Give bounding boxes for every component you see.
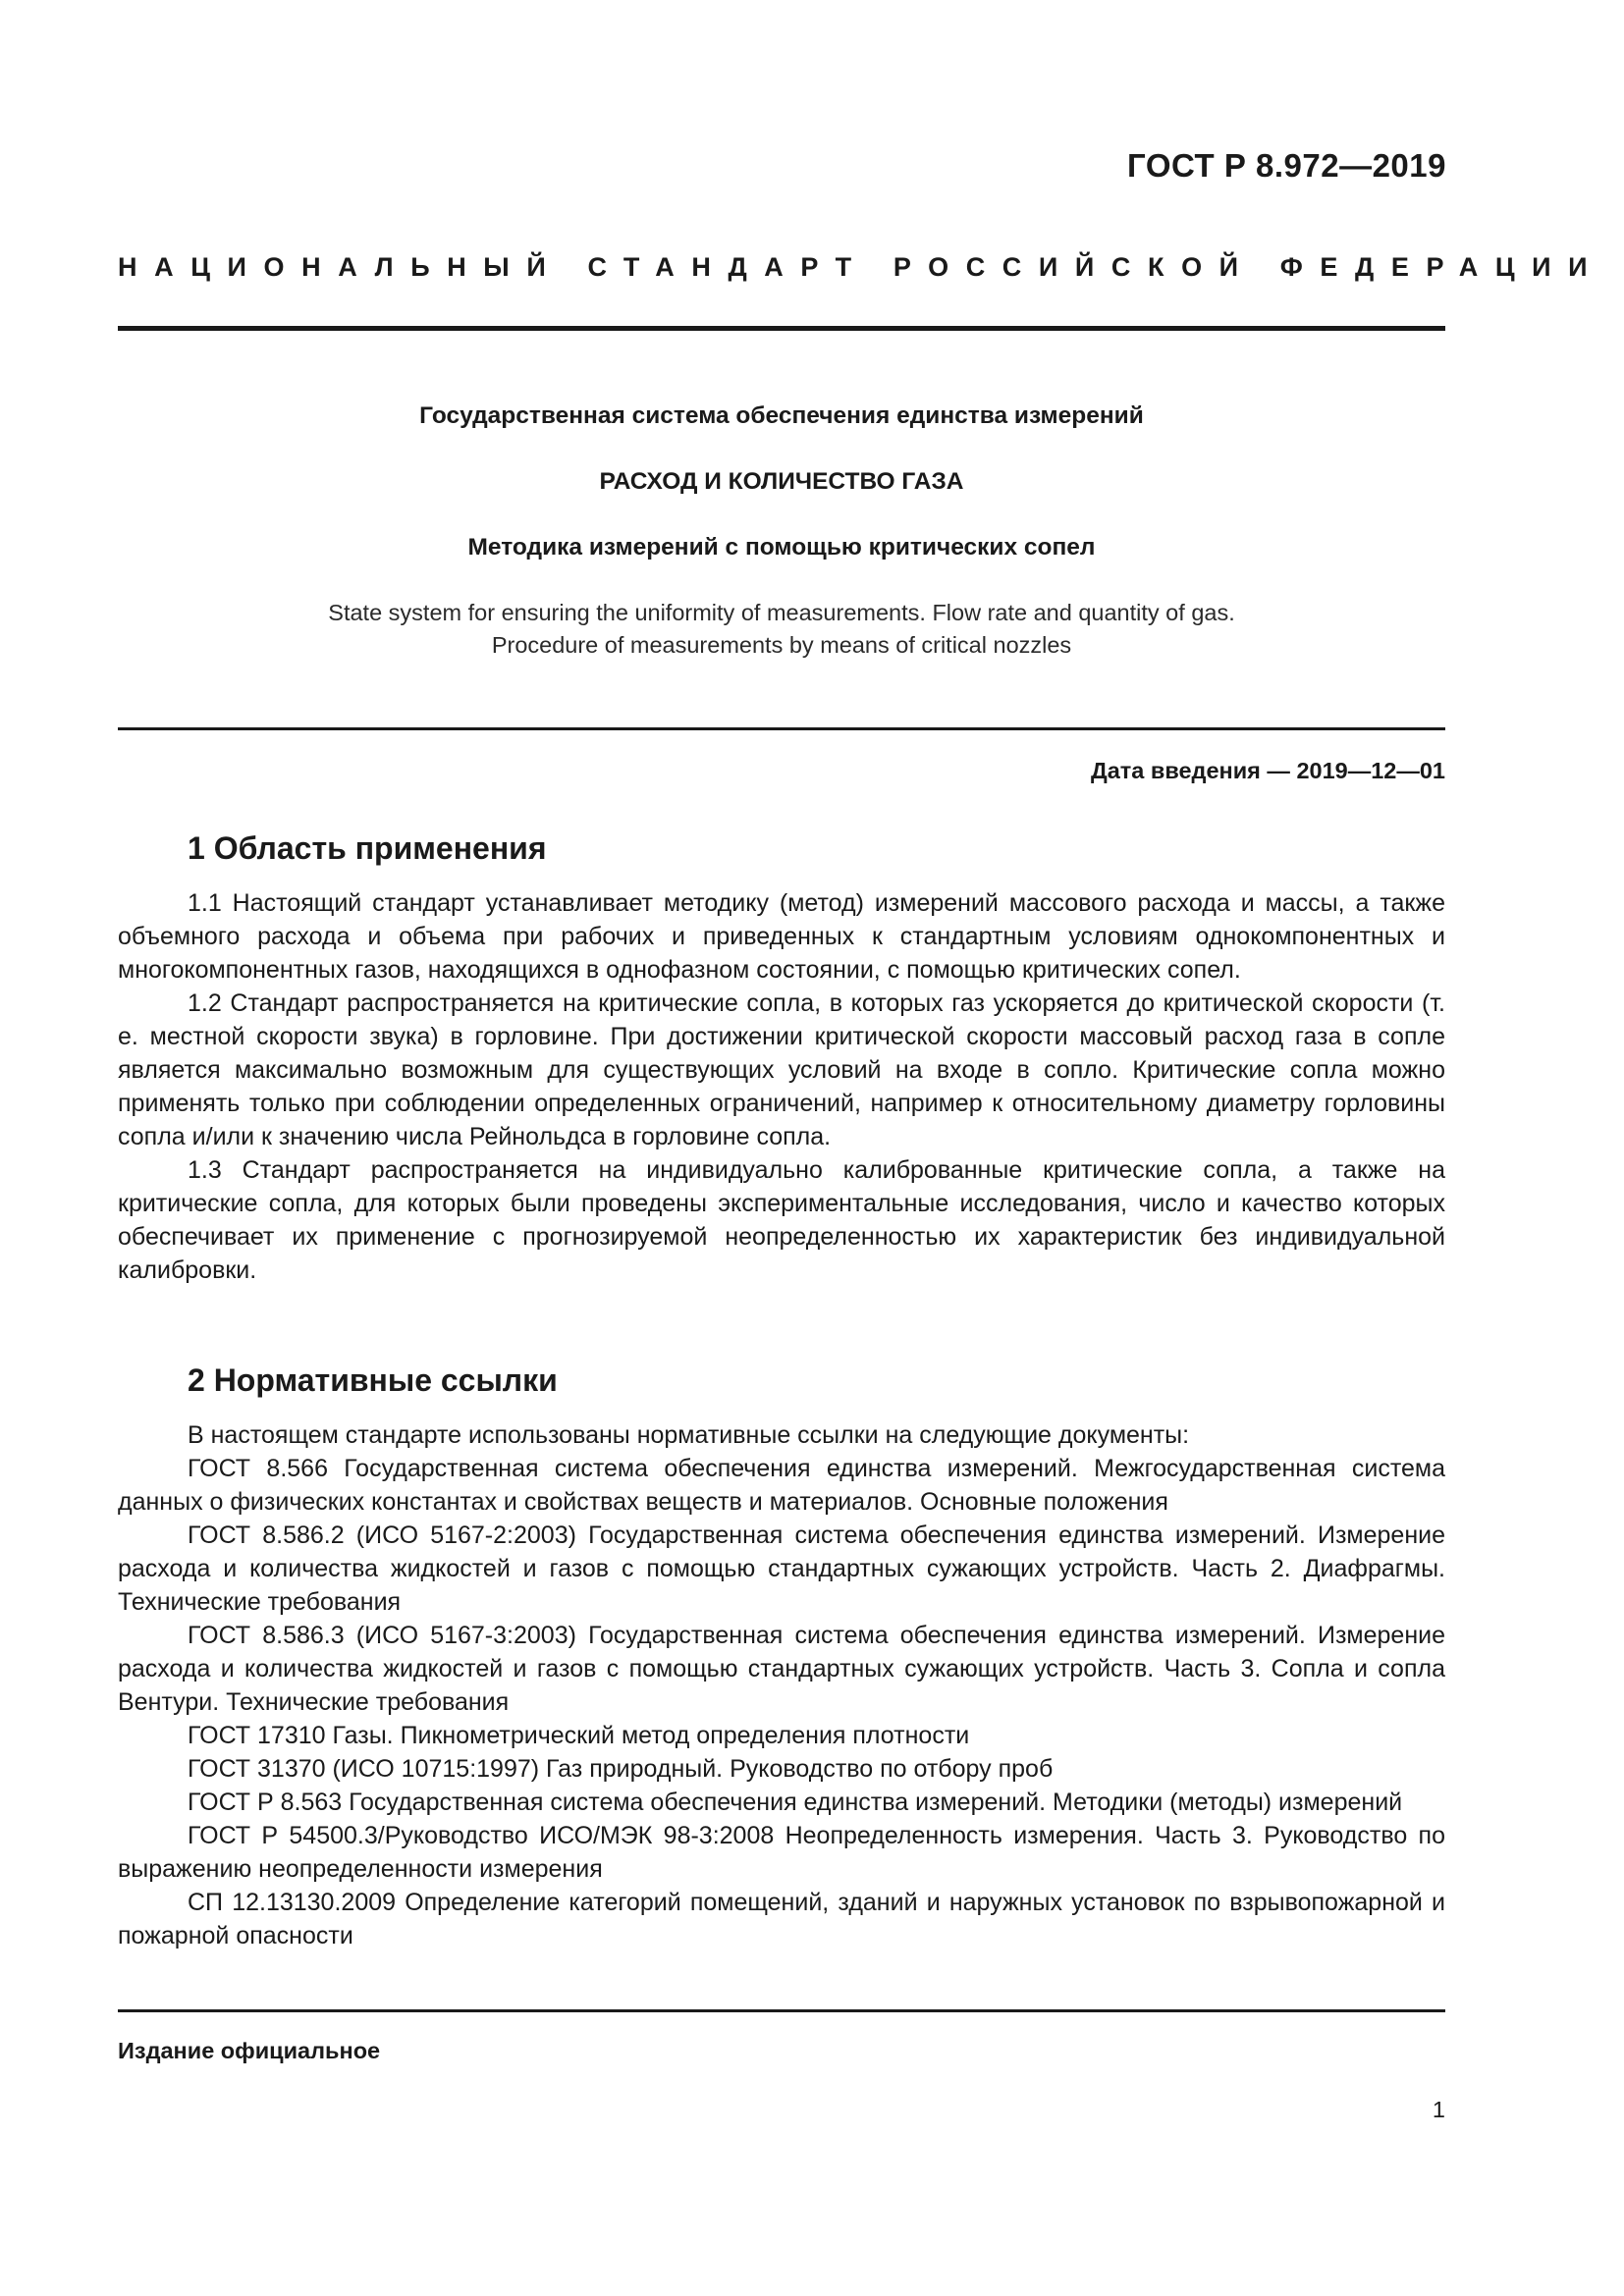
- paragraph-1-3: 1.3 Стандарт распространяется на индивидуально калиброванные критические сопла, а также на критические сопла, для которых были проведены экспериментальные исследования, число и качество которых обеспечивает их применение с прогнозируемой неопределенностью их характеристик без индивидуальной калибровки.: [118, 1156, 1445, 1284]
- main-title: РАСХОД И КОЛИЧЕСТВО ГАЗА: [599, 468, 964, 495]
- subtitle: Методика измерений с помощью критических сопел: [467, 534, 1096, 561]
- reference-item: ГОСТ Р 8.563 Государственная система обеспечения единства измерений. Методики (методы) измерений: [188, 1789, 1403, 1816]
- paragraph-1-1: 1.1 Настоящий стандарт устанавливает методику (метод) измерений массового расхода и массы, а также объемного расхода и объема при рабочих и приведенных к стандартным условиям однокомпонентных и многокомпонентных газов, находящихся в однофазном состоянии, с помощью критических сопел.: [118, 889, 1445, 984]
- top-divider: [118, 326, 1445, 331]
- edition-label: Издание официальное: [118, 2038, 381, 2063]
- reference-item: ГОСТ Р 54500.3/Руководство ИСО/МЭК 98-3:2008 Неопределенность измерения. Часть 3. Руководство по выражению неопределенности измерения: [118, 1822, 1445, 1883]
- reference-item: ГОСТ 8.586.3 (ИСО 5167-3:2003) Государственная система обеспечения единства измерений. Измерение расхода и количества жидкостей и газов с помощью стандартных сужающих устройств. Часть 3. Сопла и сопла Вентури. Технические требования: [118, 1622, 1445, 1716]
- reference-item: ГОСТ 8.586.2 (ИСО 5167-2:2003) Государственная система обеспечения единства измерений. Измерение расхода и количества жидкостей и газов с помощью стандартных сужающих устройств. Часть 2. Диафрагмы. Технические требования: [118, 1522, 1445, 1616]
- page-number: 1: [1432, 2097, 1445, 2122]
- introduction-date: Дата введения — 2019—12—01: [1090, 758, 1445, 783]
- document-code: ГОСТ Р 8.972—2019: [1127, 147, 1446, 184]
- english-title-line-2: Procedure of measurements by means of critical nozzles: [491, 632, 1072, 658]
- standard-title: НАЦИОНАЛЬНЫЙ СТАНДАРТ РОССИЙСКОЙ ФЕДЕРАЦИИ: [118, 252, 1605, 282]
- section-2-heading: 2 Нормативные ссылки: [188, 1362, 558, 1398]
- section-2-body: [118, 1418, 1445, 1952]
- reference-item: СП 12.13130.2009 Определение категорий помещений, зданий и наружных установок по взрывопожарной и пожарной опасности: [118, 1889, 1445, 1949]
- reference-item: ГОСТ 17310 Газы. Пикнометрический метод определения плотности: [188, 1722, 970, 1749]
- reference-item: ГОСТ 8.566 Государственная система обеспечения единства измерений. Межгосударственная система данных о физических константах и свойствах веществ и материалов. Основные положения: [118, 1455, 1445, 1516]
- middle-divider: [118, 727, 1445, 730]
- reference-item: ГОСТ 31370 (ИСО 10715:1997) Газ природный. Руководство по отбору проб: [188, 1755, 1054, 1783]
- english-title-line-1: State system for ensuring the uniformity of measurements. Flow rate and quantity of gas.: [328, 600, 1235, 625]
- references-intro: В настоящем стандарте использованы нормативные ссылки на следующие документы:: [188, 1421, 1190, 1449]
- system-title: Государственная система обеспечения единства измерений: [419, 402, 1144, 429]
- section-1-body: [118, 886, 1445, 1287]
- section-1-heading: 1 Область применения: [188, 830, 547, 866]
- bottom-divider: [118, 2009, 1445, 2012]
- paragraph-1-2: 1.2 Стандарт распространяется на критические сопла, в которых газ ускоряется до критической скорости (т. е. местной скорости звука) в горловине. При достижении критической скорости массовый расход газа в сопле является максимально возможным для существующих условий на входе в сопло. Критические сопла можно применять только при соблюдении определенных ограничений, например к относительному диаметру горловины сопла и/или к значению числа Рейнольдса в горловине сопла.: [118, 989, 1445, 1150]
- english-title: [118, 597, 1445, 662]
